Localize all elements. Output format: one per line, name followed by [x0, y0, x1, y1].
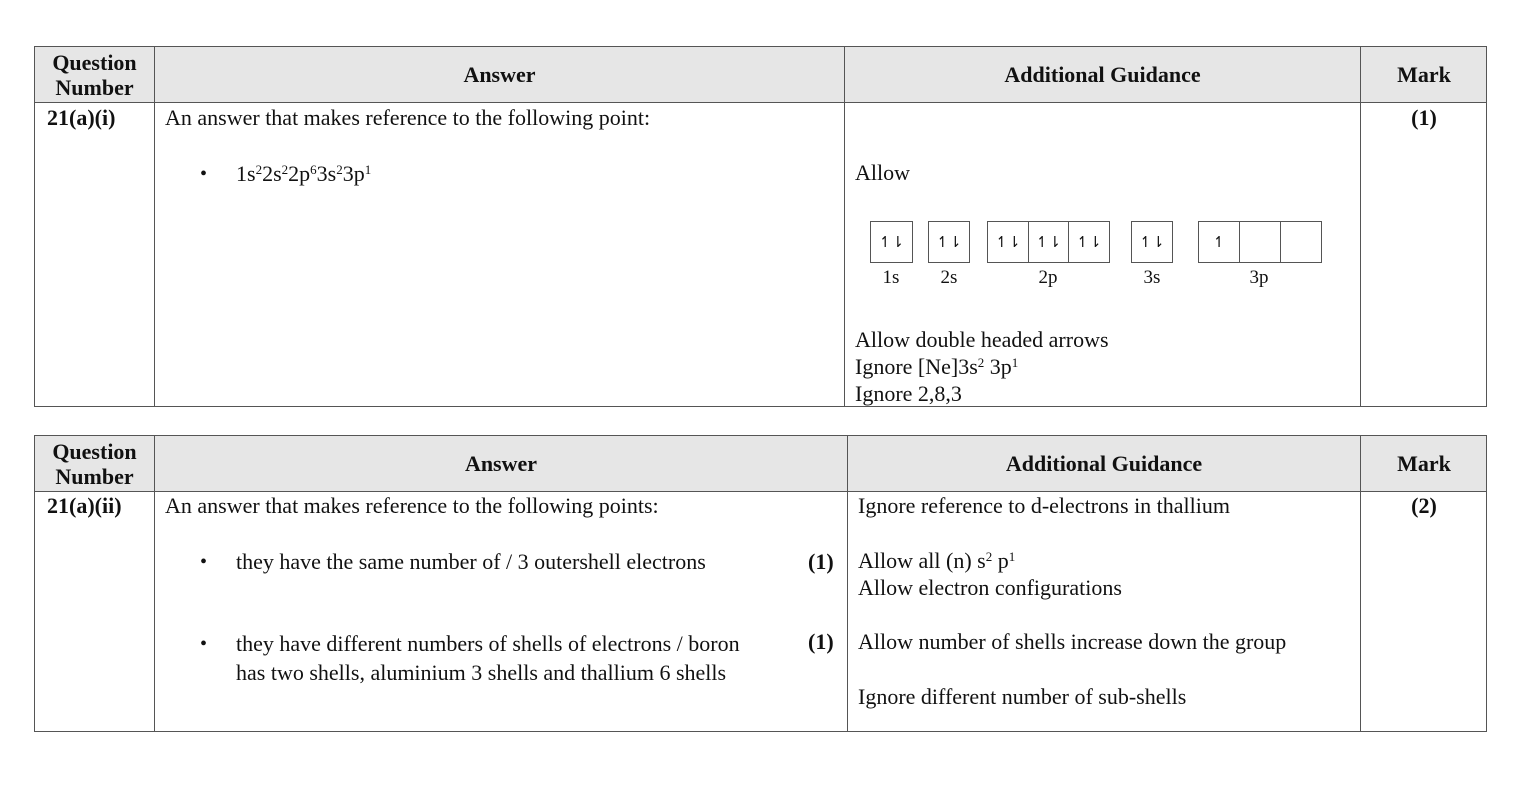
bullet: • [200, 633, 208, 655]
header-answer: Answer [464, 451, 538, 476]
answer-intro: An answer that makes reference to the following points: [165, 493, 659, 518]
answer-point-2-line-2: has two shells, aluminium 3 shells and thallium 6 shells [236, 660, 727, 685]
bullet: • [200, 163, 208, 185]
answer-point-2-mark: (1) [808, 629, 834, 654]
orbital-label-2s: 2s [940, 267, 958, 288]
orbital-box-3p-3 [1280, 221, 1322, 263]
header-additional-guidance: Additional Guidance [1004, 62, 1201, 87]
header-question-number: Question Number [52, 49, 137, 100]
mark-value: (1) [1411, 105, 1437, 130]
answer-point-1: they have the same number of / 3 outershell electrons [236, 549, 706, 574]
orbital-label-3p: 3p [1249, 267, 1269, 288]
orbital-box-2s: ↿⇂ [928, 221, 970, 263]
header-mark: Mark [1397, 62, 1451, 87]
orbital-box-1s: ↿⇂ [870, 221, 913, 263]
question-number: 21(a)(i) [47, 105, 116, 130]
guidance-ignore-ne: Ignore $[Ne]3s^2$ $3p^1$ [855, 354, 1019, 379]
header-additional-guidance: Additional Guidance [1005, 451, 1203, 476]
orbital-box-3p-1: ↿ [1198, 221, 1240, 263]
orbital-label-2p: 2p [1038, 267, 1058, 288]
orbital-box-2p-1: ↿⇂ [987, 221, 1029, 263]
guidance-ignore-d-electrons: Ignore reference to d-electrons in thallium [858, 493, 1231, 518]
orbital-box-diagram [870, 221, 1330, 291]
mark-scheme-table-21aii [34, 435, 1487, 732]
guidance-ignore-283: Ignore 2,8,3 [855, 381, 962, 406]
bullet: • [200, 551, 208, 573]
guidance-ignore-sub-shells: Ignore different number of sub-shells [858, 684, 1187, 709]
header-answer: Answer [463, 62, 536, 87]
orbital-box-2p-3: ↿⇂ [1068, 221, 1110, 263]
header-mark: Mark [1397, 451, 1451, 476]
orbital-label-1s: 1s [882, 267, 900, 288]
guidance-allow-s2p1: Allow all (n) $s^2$ $p^1$ [858, 548, 1016, 573]
electron-configuration: $1s^22s^22p^63s^23p^1$ [236, 161, 372, 186]
answer-point-1-mark: (1) [808, 549, 834, 574]
mark-scheme-table-21ai [34, 46, 1487, 407]
guidance-allow: Allow [855, 160, 910, 185]
guidance-allow-configurations: Allow electron configurations [858, 575, 1122, 600]
answer-point-2-line-1: they have different numbers of shells of electrons / boron [236, 631, 740, 656]
orbital-box-2p-2: ↿⇂ [1028, 221, 1069, 263]
question-number: 21(a)(ii) [47, 493, 122, 518]
orbital-label-3s: 3s [1143, 267, 1161, 288]
guidance-allow-shells: Allow number of shells increase down the group [858, 629, 1287, 654]
header-question-number: Question Number [52, 438, 137, 489]
answer-intro: An answer that makes reference to the following point: [165, 105, 651, 130]
guidance-double-arrows: Allow double headed arrows [855, 327, 1109, 352]
orbital-box-3p-2 [1239, 221, 1281, 263]
mark-value: (2) [1411, 493, 1437, 518]
orbital-box-3s: ↿⇂ [1131, 221, 1173, 263]
